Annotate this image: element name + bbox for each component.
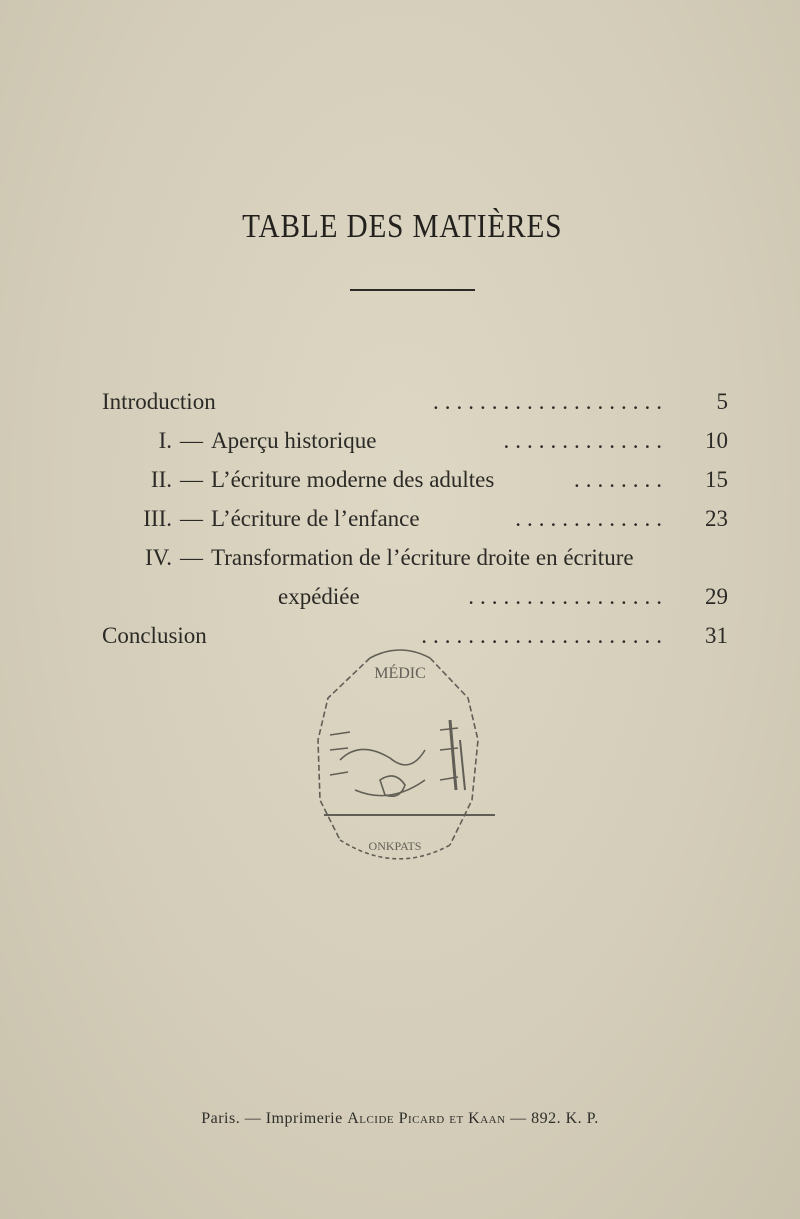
toc-entry-page: 10 bbox=[705, 428, 728, 453]
toc-entry-number: III. bbox=[143, 506, 172, 531]
toc-leader: ........ bbox=[574, 467, 668, 492]
toc-entry-page: 15 bbox=[705, 467, 728, 492]
toc-dash: — bbox=[180, 545, 203, 570]
toc-entry-number: IV. bbox=[144, 545, 172, 570]
toc-entry-label: L’écriture de l’enfance bbox=[211, 506, 420, 531]
toc-entry-page: 5 bbox=[716, 389, 728, 414]
toc-entry-introduction[interactable] bbox=[102, 382, 728, 421]
svg-text:ONKPATS: ONKPATS bbox=[368, 839, 422, 853]
toc-entry-label: Transformation de l’écriture droite en écriture bbox=[211, 545, 634, 570]
toc-entry-chapter-4[interactable] bbox=[102, 538, 728, 616]
page-title: TABLE DES MATIÈRES bbox=[242, 208, 563, 245]
toc-leader: ................. bbox=[468, 584, 668, 609]
toc-dash: — bbox=[180, 428, 203, 453]
toc-leader: .............. bbox=[503, 428, 668, 453]
toc-entry-label: Introduction bbox=[102, 389, 216, 414]
toc-entry-page: 31 bbox=[705, 623, 728, 648]
imprint-printer: Imprimerie bbox=[265, 1110, 343, 1127]
toc-entry-label-continued: expédiée bbox=[278, 584, 360, 609]
toc-leader: ..................... bbox=[421, 623, 668, 648]
toc-entry-label: Aperçu historique bbox=[211, 428, 377, 453]
toc-entry-number: I. bbox=[158, 428, 172, 453]
toc-entry-page: 23 bbox=[705, 506, 728, 531]
toc-entry-chapter-3[interactable] bbox=[102, 499, 728, 538]
toc-dash: — bbox=[180, 467, 203, 492]
toc-entry-number: II. bbox=[150, 467, 172, 492]
toc-entry-chapter-2[interactable] bbox=[102, 460, 728, 499]
imprint-city: Paris. bbox=[201, 1110, 241, 1127]
toc-dash: — bbox=[180, 506, 203, 531]
imprint-names: Alcide Picard et Kaan bbox=[347, 1110, 506, 1127]
toc-entry-page: 29 bbox=[705, 584, 728, 609]
toc-leader: ............. bbox=[515, 506, 668, 531]
printer-imprint: Paris. — Imprimerie Alcide Picard et Kaan — 892. K. P. bbox=[201, 1110, 599, 1127]
toc-entry-label: L’écriture moderne des adultes bbox=[211, 467, 495, 492]
title-rule bbox=[350, 289, 475, 291]
svg-text:MÉDIC: MÉDIC bbox=[374, 665, 426, 682]
toc-leader: .................... bbox=[433, 389, 668, 414]
toc-entry-label: Conclusion bbox=[102, 623, 207, 648]
table-of-contents bbox=[102, 382, 728, 655]
library-stamp-icon bbox=[300, 640, 500, 875]
toc-entry-chapter-1[interactable] bbox=[102, 421, 728, 460]
imprint-code: — 892. K. P. bbox=[510, 1110, 599, 1127]
